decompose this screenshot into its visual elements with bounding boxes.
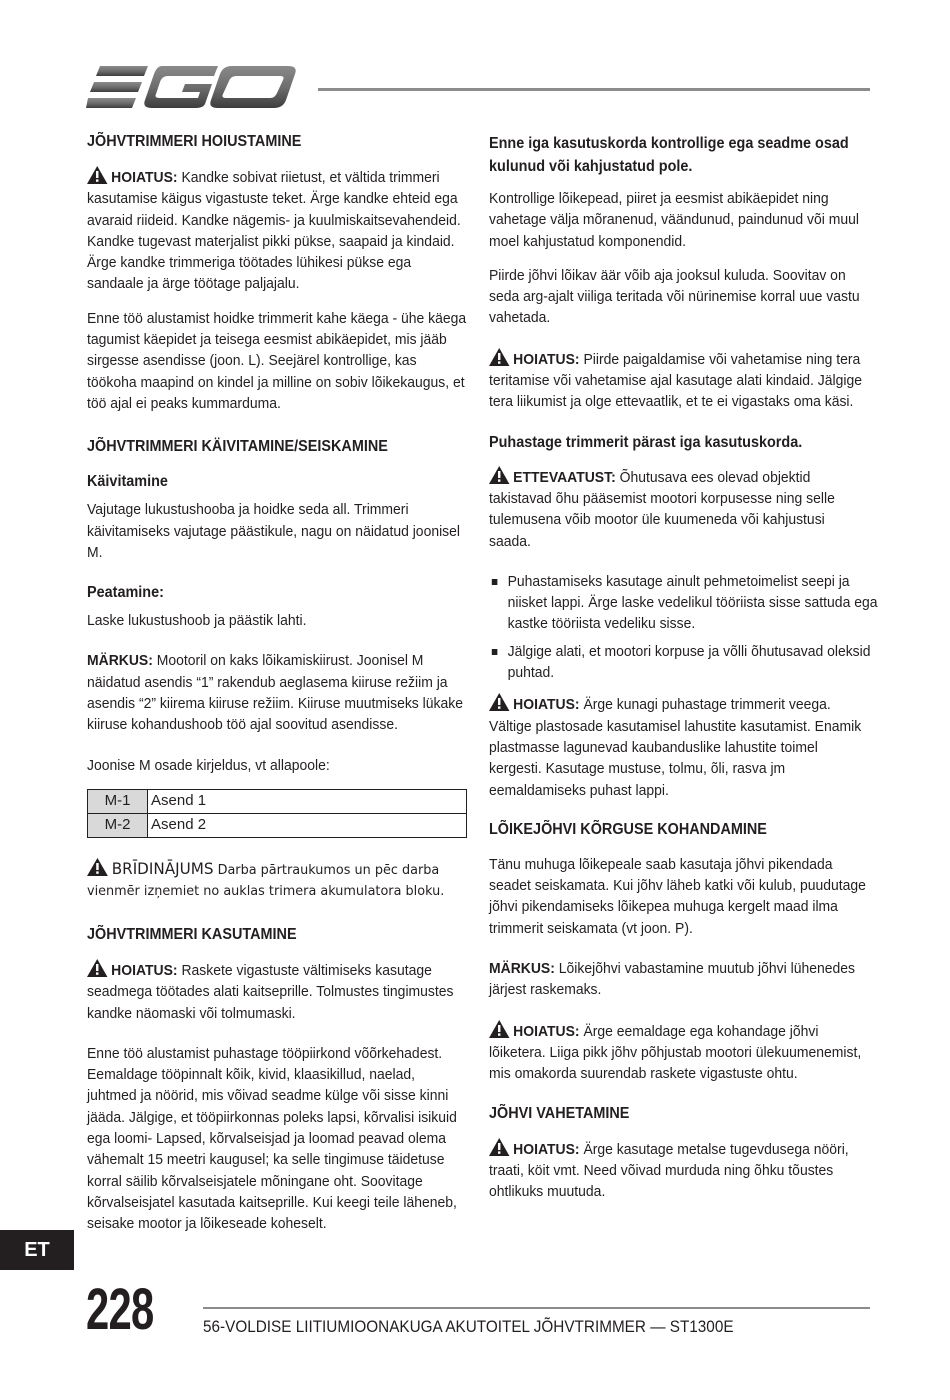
warning-label: HOIATUS: — [513, 696, 580, 714]
warning-text: Piirde paigaldamise või vahetamise ning tera teritamise või vahetamise ajal kasutage alati kindaid. Jälgige tera liikumist ja olge ettevaatlik, et te ei vigastaks oma käsi. — [489, 350, 862, 411]
part-desc: Asend 2 — [148, 813, 467, 837]
page-number: 228 — [86, 1277, 154, 1342]
footer-title: 56-VOLDISE LIITIUMIOONAKUGA AKUTOITEL JÕHVTRIMMER — ST1300E — [203, 1317, 734, 1336]
warning-triangle-icon — [87, 858, 108, 876]
part-code: M-1 — [88, 789, 148, 813]
warning-water — [489, 693, 867, 800]
square-bullet-icon — [492, 649, 498, 655]
heading-start-stop: JÕHVTRIMMERI KÄIVITAMINE/SEISKAMINE — [87, 438, 388, 456]
para-two-hands: Enne töö alustamist hoidke trimmerit kahe käega - ühe käega tagumist käepidet ja teisega eesmist abikäepidet, mis jääb sirgesse asendisse (joon. L). Seejärel kontrollige, kas töökoha maapind on kindel ja milline on sobiv lõikekaugus, et töö ajal ei peaks kummarduma. — [87, 309, 467, 412]
warning-triangle-icon — [489, 466, 509, 484]
warning-triangle-icon — [489, 1138, 509, 1156]
warning-text: Raskete vigastuste vältimiseks kasutage seadmega töötades alati kaitseprille. Tolmustes tingimustes kandke näomaski või tolmumaski. — [87, 961, 454, 1022]
warning-label: HOIATUS: — [513, 1022, 580, 1040]
para-work-area: Enne töö alustamist puhastage tööpiirkond võõrkehadest. Eemaldage tööpinnalt kõik, kivid, klaasikillud, naelad, juhtmed ja nöörid, mis võivad seadme külge või sisse kinni jääda. Jälgige, et tööpiirkonnas poleks lapsi, kõrvalisi isikuid ega loomi- Lapsed, kõrvalseisjad ja loomad peavad olema vähemalt 15 meetri kaugusel; ka selle tingimuse täidetuse korral säilib kõrvalseisjatele mõningane oht. Soovitage kõrvalseisjatel kasutada kaitseprille. Kui keegi teile läheneb, seisake mootor ja lõikeseade koheselt. — [87, 1044, 457, 1233]
language-tab: ET — [0, 1230, 74, 1270]
caution-vents — [489, 466, 867, 552]
warning-text: Darba pārtraukumos un pēc darba vienmēr izņemiet no auklas trimera akumulatora bloku. — [87, 861, 445, 899]
warning-text: Ärge kunagi puhastage trimmerit veega. Vältige plastosade kasutamisel lahustite kasutamist. Enamik plastmasse lagunevad kaubanduslike lahustite toimel kergesti. Kasutage mustuse, tolmu, õli, rasva jm eemaldamiseks puhast lappi. — [489, 696, 862, 799]
note-label: MÄRKUS: — [87, 652, 153, 670]
warning-gloves — [489, 348, 867, 413]
header-rule — [318, 88, 870, 91]
warning-label: HOIATUS: — [111, 169, 178, 186]
right-column — [489, 132, 878, 1215]
warning-triangle-icon — [87, 166, 107, 184]
table-row — [88, 789, 467, 813]
parts-table — [87, 789, 467, 838]
heading-check: Enne iga kasutuskorda kontrollige ega seadme osad kulunud või kahjustatud pole. — [489, 135, 849, 175]
list-item: Puhastamiseks kasutage ainult pehmetoimelist seepi ja niisket lappi. Ärge laske vedelikul tööriista sisse sattuda ega kastke tööriista vedeliku sisse. — [489, 571, 885, 635]
heading-usage: JÕHVTRIMMERI KASUTAMINE — [87, 925, 297, 943]
cleaning-list — [489, 571, 878, 683]
warning-triangle-icon — [489, 693, 509, 711]
footer-rule — [203, 1307, 870, 1309]
table-row — [88, 813, 467, 837]
heading-start: Käivitamine — [87, 473, 168, 491]
warning-label: BRĪDINĀJUMS — [111, 858, 214, 878]
ego-logo — [86, 62, 298, 117]
warning-label: HOIATUS: — [513, 350, 580, 368]
part-code: M-2 — [88, 813, 148, 837]
note-speeds — [87, 650, 467, 735]
para-parts: Joonise M osade kirjeldus, vt allapoole: — [87, 756, 330, 774]
ego-logo-mark — [86, 62, 298, 112]
warning-triangle-icon — [489, 348, 509, 366]
caution-label: ETTEVAATUST: — [513, 468, 616, 486]
warning-triangle-icon — [87, 959, 107, 977]
warning-label: HOIATUS: — [111, 961, 178, 979]
warning-clothing — [87, 166, 467, 295]
note-line-release — [489, 958, 867, 1001]
para-start: Vajutage lukustushooba ja hoidke seda all. Trimmeri käivitamiseks vajutage päästikule, nagu on näidatud joonisel M. — [87, 501, 461, 561]
heading-storage: JÕHVTRIMMERI HOIUSTAMINE — [87, 133, 302, 150]
para-check-1: Kontrollige lõikepead, piiret ja eesmist abikäepidet ning vahetage välja mõranenud, väändunud, paindunud või muul moel kahjustatud komponendid. — [489, 190, 859, 250]
warning-text: Kandke sobivat riietust, et vältida trimmeri kasutamise käigus vigastuste teket. Ärge kandke ehteid ega avaraid riideid. Kandke nägemis- ja kuulmiskaitsevahendeid. Kandke tugevast materjalist pikki pükse, saapaid ja kindaid. Ärge kandke trimmeriga töötades lühikesi pükse ega sandaale ja ärge töötage paljajalu. — [87, 169, 461, 293]
warning-cutter — [489, 1020, 867, 1085]
heading-clean: Puhastage trimmerit pärast iga kasutuskorda. — [489, 433, 803, 451]
note-label: MÄRKUS: — [489, 960, 555, 978]
list-item: Jälgige alati, et mootori korpuse ja võlli õhutusavad oleksid puhtad. — [489, 641, 885, 684]
square-bullet-icon — [492, 579, 498, 585]
caution-text: Õhutusava ees olevad objektid takistavad õhu pääsemist mootori korpusesse ning selle tulemusena võib mootor üle kuumeneda või kahjustusi saada. — [489, 468, 835, 550]
para-stop: Laske lukustushoob ja päästik lahti. — [87, 612, 307, 630]
warning-triangle-icon — [489, 1020, 509, 1038]
heading-line-height: LÕIKEJÕHVI KÕRGUSE KOHANDAMINE — [489, 820, 767, 838]
note-text: Mootoril on kaks lõikamiskiirust. Joonisel M näidatud asendis “1” rakendub aeglasema kiiruse režiim ja asendis “2” kiirema kiiruse režiim. Kiiruse muutmiseks lükake kiiruse kohandushoob töö ajal soovitud asendisse. — [87, 652, 463, 734]
para-check-2: Piirde jõhvi lõikav äär võib aja jooksul kuluda. Soovitav on seda arg-ajalt viiliga teritada või nürinemise korral uue vastu vahetada. — [489, 266, 860, 327]
warning-text: Ärge eemaldage ega kohandage jõhvi lõiketera. Liiga pikk jõhv põhjustab mootori ülekuumenemist, mis omakorda suurendab raskete vigastuste ohtu. — [489, 1022, 862, 1083]
warning-metal-line — [489, 1138, 867, 1203]
warning-eyewear — [87, 959, 467, 1024]
warning-text: Ärge kasutage metalse tugevdusega nööri, traati, köit vmt. Need võivad murduda ning õhku tõustes ohtlikuks muutuda. — [489, 1140, 849, 1201]
heading-stop: Peatamine: — [87, 584, 164, 602]
left-column — [87, 132, 467, 1248]
part-desc: Asend 1 — [148, 789, 467, 813]
note-text: Lõikejõhvi vabastamine muutub jõhvi lühenedes järjest raskemaks. — [489, 960, 855, 999]
warning-latvian — [87, 858, 466, 902]
para-line-height: Tänu muhuga lõikepeale saab kasutaja jõhvi pikendada seadet seiskamata. Kui jõhv läheb katki või kulub, puudutage jõhvi pikendamiseks lõikepea muhuga kergelt maad ilma trimmerit seiskamata (vt joon. P). — [489, 855, 866, 937]
warning-label: HOIATUS: — [513, 1140, 580, 1158]
heading-line-replace: JÕHVI VAHETAMINE — [489, 1104, 630, 1122]
